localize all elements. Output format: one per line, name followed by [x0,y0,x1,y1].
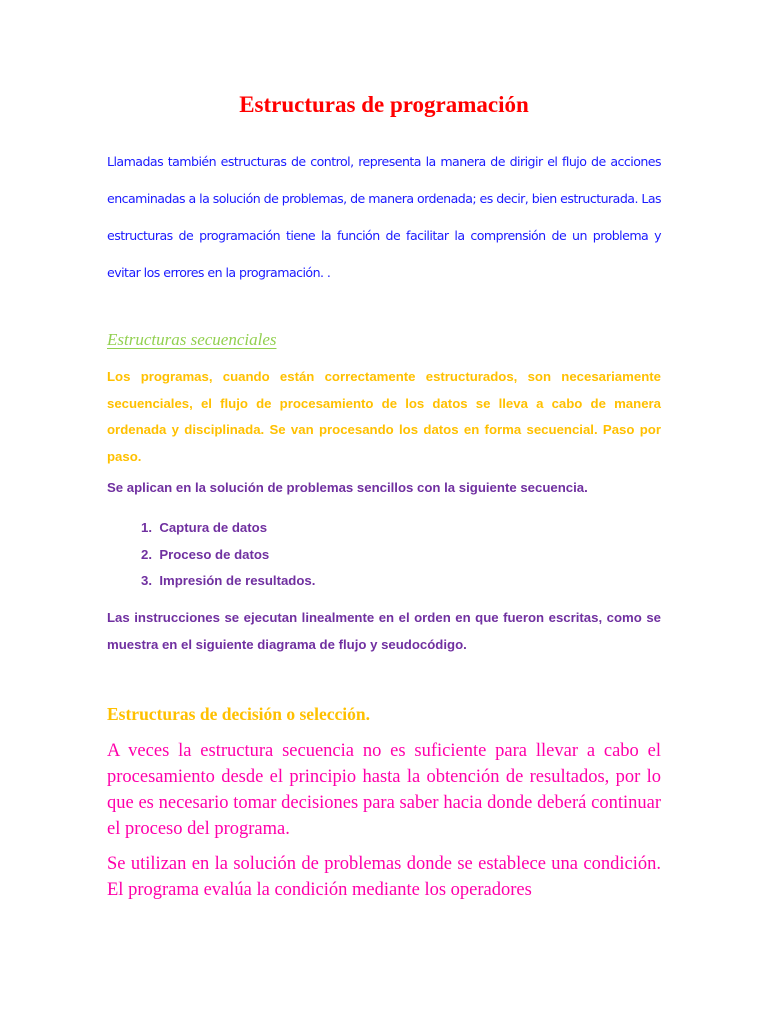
instructions-paragraph: Las instrucciones se ejecutan linealmente en el orden en que fueron escritas, como se muestra en el siguiente diagrama de flujo y seudocódigo. [107,610,661,652]
decision-paragraph-2: Se utilizan en la solución de problemas donde se establece una condición. El programa evalúa la condición mediante los operadores [107,854,661,900]
page-title: Estructuras de programación [239,92,529,117]
sequential-apply-text: Se aplican en la solución de problemas sencillos con la siguiente secuencia. [107,480,588,495]
list-item [107,568,315,595]
decision-heading: Estructuras de decisión o selección. [107,704,370,724]
intro-paragraph: Llamadas también estructuras de control, representa la manera de dirigir el flujo de acciones encaminadas a la solución de problemas, de manera ordenada; es decir, bien estructurada. Las estructuras de programación tiene la función de facilitar la comprensión de un problema y evitar los errores en la programación. . [107,154,661,280]
list-item-text: Proceso de datos [159,546,270,562]
decision-paragraph-1: A veces la estructura secuencia no es suficiente para llevar a cabo el procesamiento desde el principio hasta la obtención de resultados, por lo que es necesario tomar decisiones para saber hacia donde deberá continuar el proceso del programa. [107,741,661,839]
list-item-number: 2. [141,546,152,562]
sequential-paragraph: Los programas, cuando están correctamente estructurados, son necesariamente secuenciales, el flujo de procesamiento de los datos se lleva a cabo de manera ordenada y disciplinada. Se van procesando los datos en forma secuencial. Paso por paso. [107,369,661,464]
list-item-text: Captura de datos [159,520,268,535]
sequential-heading: Estructuras secuenciales [107,330,277,349]
list-item [107,542,315,569]
list-item-number: 3. [141,573,152,588]
list-item-number: 1. [141,520,152,535]
steps-list [107,515,315,595]
list-item [107,515,315,542]
list-item-text: Impresión de resultados. [159,573,316,588]
